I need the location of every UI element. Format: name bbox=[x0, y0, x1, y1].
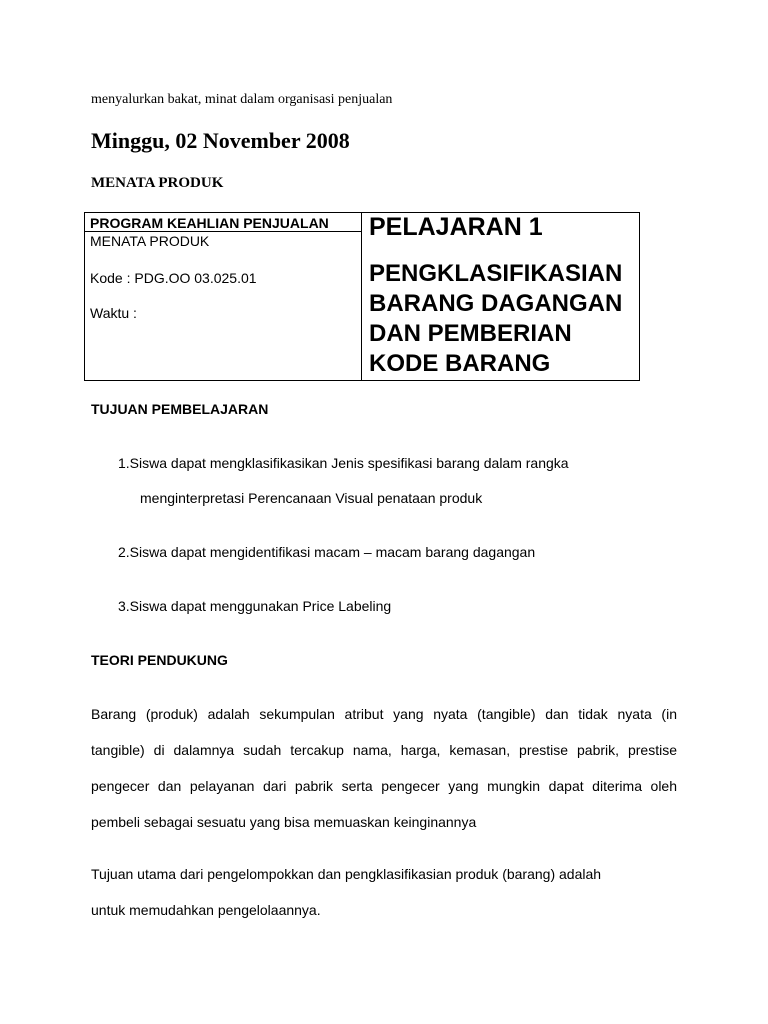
theory-paragraph-1 bbox=[91, 696, 677, 840]
program-title: PROGRAM KEAHLIAN PENJUALAN bbox=[90, 215, 329, 231]
module-code: Kode : PDG.OO 03.025.01 bbox=[90, 270, 257, 286]
module-time: Waktu : bbox=[90, 305, 137, 321]
lesson-title-line: BARANG DAGANGAN bbox=[369, 290, 623, 317]
lesson-number: PELAJARAN 1 bbox=[369, 213, 543, 241]
paragraph-line: tangible) di dalamnya sudah tercakup nama, harga, kemasan, prestise pabrik, prestise bbox=[91, 742, 677, 758]
objective-item-2: 2.Siswa dapat mengidentifikasi macam – macam barang dagangan bbox=[118, 544, 536, 560]
lesson-title-line: KODE BARANG bbox=[369, 350, 551, 377]
module-info-left-column bbox=[85, 213, 362, 380]
subject-heading: MENATA PRODUK bbox=[91, 175, 224, 191]
objective-item-1: 1.Siswa dapat mengklasifikasikan Jenis spesifikasi barang dalam rangka bbox=[118, 455, 569, 471]
module-info-table bbox=[84, 212, 640, 381]
lesson-title bbox=[369, 259, 639, 379]
intro-text: menyalurkan bakat, minat dalam organisasi penjualan bbox=[91, 92, 393, 107]
paragraph-line: Tujuan utama dari pengelompokkan dan pengklasifikasian produk (barang) adalah bbox=[91, 866, 602, 882]
objectives-heading: TUJUAN PEMBELAJARAN bbox=[91, 401, 269, 417]
paragraph-line: untuk memudahkan pengelolaannya. bbox=[91, 902, 321, 918]
module-name: MENATA PRODUK bbox=[90, 233, 210, 249]
lesson-title-line: DAN PEMBERIAN bbox=[369, 320, 572, 347]
lesson-title-line: PENGKLASIFIKASIAN bbox=[369, 260, 623, 287]
header-divider bbox=[85, 231, 361, 232]
date-heading: Minggu, 02 November 2008 bbox=[91, 128, 350, 153]
paragraph-line: pengecer dan pelayanan dari pabrik serta pengecer yang mungkin dapat diterima oleh bbox=[91, 778, 677, 794]
objective-item-3: 3.Siswa dapat menggunakan Price Labeling bbox=[118, 598, 392, 614]
theory-paragraph-2 bbox=[91, 856, 677, 928]
theory-heading: TEORI PENDUKUNG bbox=[91, 652, 228, 668]
objective-item-1-continuation: menginterpretasi Perencanaan Visual penataan produk bbox=[140, 490, 483, 506]
paragraph-line: Barang (produk) adalah sekumpulan atribut yang nyata (tangible) dan tidak nyata (in bbox=[91, 706, 677, 722]
paragraph-line: pembeli sebagai sesuatu yang bisa memuaskan keinginannya bbox=[91, 814, 477, 830]
